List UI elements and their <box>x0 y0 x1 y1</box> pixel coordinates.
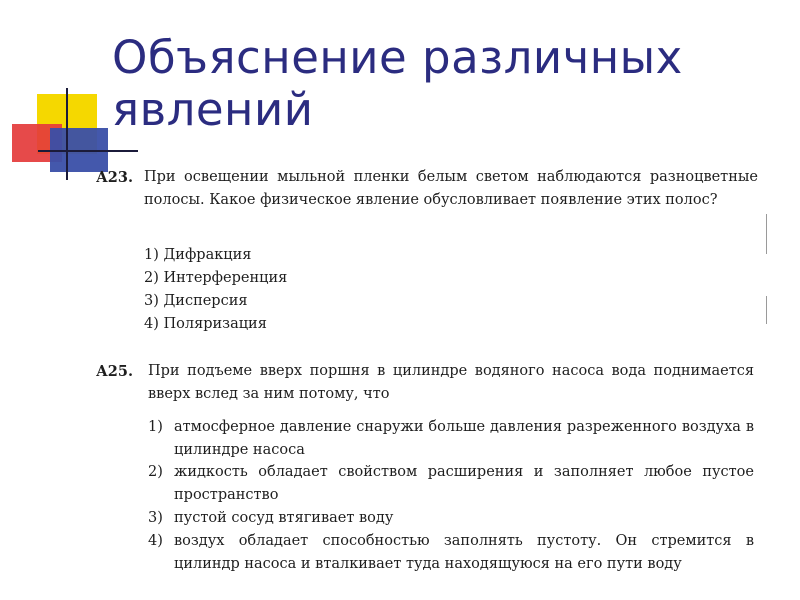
option-number: 4) <box>148 533 163 549</box>
question-number: А25. <box>96 363 134 380</box>
option-text: воздух обладает способностью заполнять пустоту. Он стремится в цилиндр насоса и вталкивает туда находящуюся на его пути воду <box>174 533 754 572</box>
question-text: При подъеме вверх поршня в цилиндре водяного насоса вода поднимается вверх вслед за ним потому, что <box>148 363 754 402</box>
scan-artifact <box>766 214 767 254</box>
question-number: А23. <box>96 169 134 186</box>
option-2: 2) Интерференция <box>144 270 288 286</box>
option-2 <box>148 461 754 507</box>
option-4 <box>148 530 754 576</box>
question-text: При освещении мыльной пленки белым светом наблюдаются разноцветные полосы. Какое физическое явление обусловливает появление этих полос? <box>144 169 758 208</box>
option-4: 4) Поляризация <box>144 316 267 332</box>
option-3: 3) Дисперсия <box>144 293 248 309</box>
option-text: жидкость обладает свойством расширения и заполняет любое пустое пространство <box>174 464 754 503</box>
option-3 <box>148 507 754 530</box>
option-1 <box>148 416 754 462</box>
decor-vertical-line <box>66 88 68 180</box>
option-number: 1) <box>148 419 163 435</box>
option-number: 3) <box>148 510 163 526</box>
option-number: 2) <box>148 464 163 480</box>
decor-horizontal-line <box>38 150 138 152</box>
option-text: пустой сосуд втягивает воду <box>174 510 394 526</box>
option-text: атмосферное давление снаружи больше давления разреженного воздуха в цилиндре насоса <box>174 419 754 458</box>
scan-artifact <box>766 296 767 324</box>
option-1: 1) Дифракция <box>144 247 252 263</box>
slide-title: Объяснение различных явлений <box>112 31 683 136</box>
